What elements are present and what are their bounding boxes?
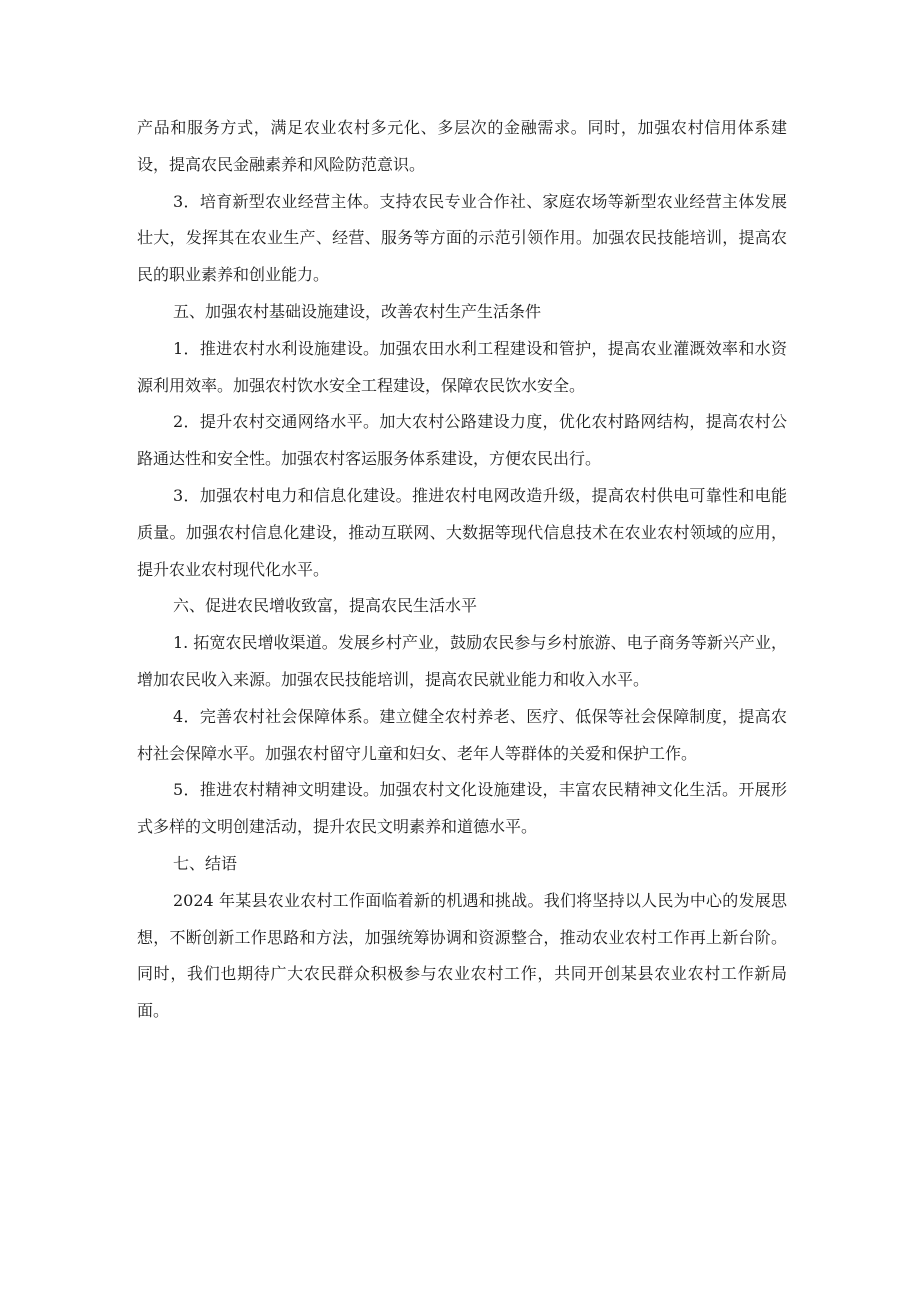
paragraph-transport-network: 2．提升农村交通网络水平。加大农村公路建设力度，优化农村路网结构，提高农村公路通达性和安全性。加强农村客运服务体系建设，方便农民出行。 bbox=[137, 412, 787, 469]
paragraph-social-security: 4．完善农村社会保障体系。建立健全农村养老、医疗、低保等社会保障制度，提高农村社会保障水平。加强农村留守儿童和妇女、老年人等群体的关爱和保护工作。 bbox=[137, 706, 787, 763]
section-heading-infrastructure: 五、加强农村基础设施建设，改善农村生产生活条件 bbox=[173, 301, 542, 321]
paragraph-income-channels: 1. 拓宽农民增收渠道。发展乡村产业，鼓励农民参与乡村旅游、电子商务等新兴产业，增加农民收入来源。加强农民技能培训，提高农民就业能力和收入水平。 bbox=[137, 633, 787, 689]
section-heading-income-growth: 六、促进农民增收致富，提高农民生活水平 bbox=[173, 596, 478, 616]
paragraph-power-and-informatization: 3．加强农村电力和信息化建设。推进农村电网改造升级，提高农村供电可靠性和电能质量。加强农村信息化建设，推动互联网、大数据等现代信息技术在农业农村领域的应用，提升农业农村现代化水平。 bbox=[137, 485, 787, 579]
document-page bbox=[137, 110, 787, 1030]
paragraph-spiritual-civilization: 5．推进农村精神文明建设。加强农村文化设施建设，丰富农民精神文化生活。开展形式多样的文明创建活动，提升农民文明素养和道德水平。 bbox=[137, 780, 787, 837]
paragraph-new-business-entities: 3．培育新型农业经营主体。支持农民专业合作社、家庭农场等新型农业经营主体发展壮大，发挥其在农业生产、经营、服务等方面的示范引领作用。加强农民技能培训，提高农民的职业素养和创业能力。 bbox=[137, 191, 787, 285]
paragraph-conclusion: 2024 年某县农业农村工作面临着新的机遇和挑战。我们将坚持以人民为中心的发展思想，不断创新工作思路和方法，加强统筹协调和资源整合，推动农业农村工作再上新台阶。同时，我们也期待广大农民群众积极参与农业农村工作，共同开创某县农业农村工作新局面。 bbox=[137, 890, 787, 1021]
section-heading-conclusion: 七、结语 bbox=[173, 853, 238, 873]
paragraph-water-conservancy: 1．推进农村水利设施建设。加强农田水利工程建设和管护，提高农业灌溉效率和水资源利用效率。加强农村饮水安全工程建设，保障农民饮水安全。 bbox=[137, 338, 787, 395]
paragraph-financial-services: 产品和服务方式，满足农业农村多元化、多层次的金融需求。同时，加强农村信用体系建设，提高农民金融素养和风险防范意识。 bbox=[137, 118, 787, 174]
